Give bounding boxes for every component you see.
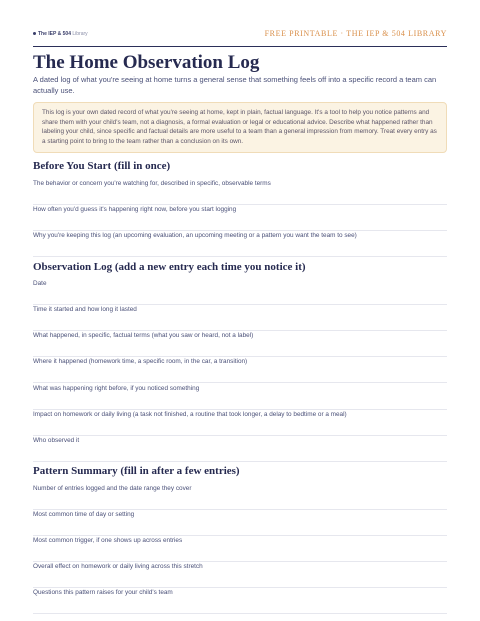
brand-logo[interactable] — [33, 31, 88, 37]
field-label: Most common time of day or setting — [33, 511, 135, 518]
field-label: Why you're keeping this log (an upcoming evaluation, an upcoming meeting or a pattern you want the team to see) — [33, 232, 357, 239]
field-label: Who observed it — [33, 437, 80, 444]
page-title: The Home Observation Log — [33, 52, 260, 73]
form-field[interactable] — [33, 535, 447, 562]
field-label: Most common trigger, if one shows up across entries — [33, 537, 183, 544]
brand-suffix: Library — [72, 31, 88, 37]
form-field[interactable] — [33, 304, 447, 331]
section-heading-pattern-summary: Pattern Summary (fill in after a few entries) — [33, 465, 240, 477]
field-label: Date — [33, 280, 47, 287]
brand-dot-icon — [33, 32, 36, 35]
top-bar — [33, 28, 447, 47]
field-label: Time it started and how long it lasted — [33, 306, 137, 313]
form-field[interactable] — [33, 509, 447, 536]
field-label: Overall effect on homework or daily living across this stretch — [33, 563, 203, 570]
section-heading-observation-log: Observation Log (add a new entry each time you notice it) — [33, 261, 306, 273]
disclaimer-note: This log is your own dated record of what you're seeing at home, kept in plain, factual language. It's a tool to help you notice patterns and share them with your child's team, not a diagnosis, a formal evaluation or legal or educational advice. Describe what happened rather than labeling your child, since specific and factual details are more useful to a team than a general impression from memory. Treat every entry as a starting point to bring to the team rather than a conclusion on its own. — [33, 102, 447, 153]
form-field[interactable] — [33, 204, 447, 231]
field-label: Questions this pattern raises for your child's team — [33, 589, 173, 596]
field-label: Impact on homework or daily living (a task not finished, a routine that took longer, a delay to bedtime or a meal) — [33, 411, 347, 418]
form-field[interactable] — [33, 178, 447, 205]
form-field[interactable] — [33, 435, 447, 462]
section-heading-before-you-start: Before You Start (fill in once) — [33, 160, 171, 172]
form-field[interactable] — [33, 561, 447, 588]
form-field[interactable] — [33, 356, 447, 383]
form-field[interactable] — [33, 409, 447, 436]
field-label: What was happening right before, if you noticed something — [33, 385, 200, 392]
form-field[interactable] — [33, 230, 447, 257]
form-field[interactable] — [33, 330, 447, 357]
field-label: The behavior or concern you're watching for, described in specific, observable terms — [33, 180, 271, 187]
brand-name: The IEP & 504 — [38, 31, 71, 37]
form-field[interactable] — [33, 587, 447, 614]
field-label: Number of entries logged and the date range they cover — [33, 485, 192, 492]
field-label: What happened, in specific, factual terms (what you saw or heard, not a label) — [33, 332, 254, 339]
field-label: Where it happened (homework time, a specific room, in the car, a transition) — [33, 358, 248, 365]
field-label: How often you'd guess it's happening right now, before you start logging — [33, 206, 237, 213]
header-tagline: FREE PRINTABLE · THE IEP & 504 LIBRARY — [264, 29, 447, 38]
form-field[interactable] — [33, 278, 447, 305]
page-subtitle: A dated log of what you're seeing at home turns a general sense that something feels off into a specific record a team can actually use. — [33, 75, 437, 95]
form-field[interactable] — [33, 483, 447, 510]
form-field[interactable] — [33, 383, 447, 410]
